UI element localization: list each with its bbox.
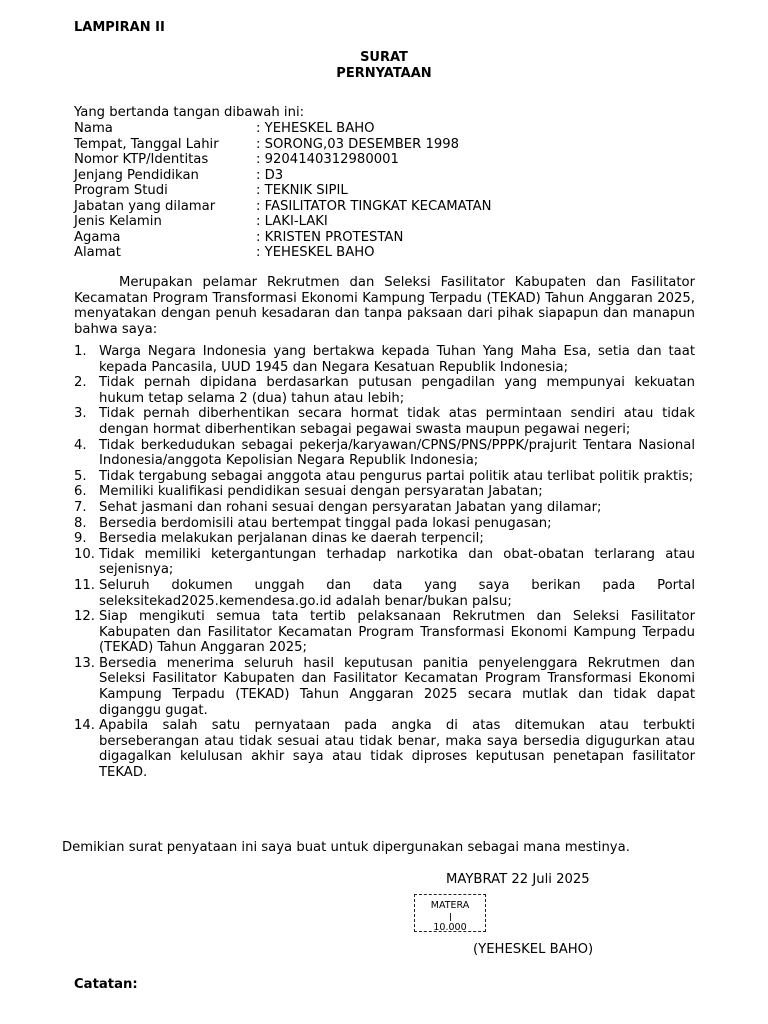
list-item: [74, 656, 695, 718]
list-item: [74, 484, 695, 500]
list-item: [74, 406, 695, 437]
item-number: 12.: [74, 609, 95, 625]
item-number: 9.: [74, 531, 87, 547]
field-value: : KRISTEN PROTESTAN: [256, 229, 404, 245]
item-number: 5.: [74, 468, 87, 484]
item-text: Tidak pernah dipidana berdasarkan putusan pengadilan yang mempunyai kekuatan hukum tetap selama 2 (dua) tahun atau lebih;: [99, 375, 695, 406]
attachment-label: LAMPIRAN II: [74, 20, 165, 35]
item-text: Tidak pernah diberhentikan secara hormat tidak atas permintaan sendiri atau tidak dengan hormat diberhentikan sebagai pegawai swasta maupun pegawai negeri;: [99, 406, 695, 437]
list-item: [74, 547, 695, 578]
field-row: [74, 137, 492, 153]
item-number: 7.: [74, 499, 87, 515]
field-value: : YEHESKEL BAHO: [256, 245, 375, 260]
field-row: [74, 168, 492, 184]
list-item: [74, 500, 695, 516]
field-label: Alamat: [74, 245, 121, 260]
note-label: Catatan:: [74, 977, 138, 992]
stamp-label: MATERA: [430, 900, 470, 911]
field-label: Agama: [74, 229, 121, 245]
identity-fields: [74, 121, 492, 261]
field-label: Tempat, Tanggal Lahir: [74, 136, 219, 152]
field-value: : TEKNIK SIPIL: [256, 183, 348, 198]
field-row: [74, 152, 492, 168]
field-label: Jenis Kelamin: [74, 214, 162, 229]
stamp-divider: [450, 913, 451, 921]
item-text: Memiliki kualifikasi pendidikan sesuai dengan persyaratan Jabatan;: [99, 484, 543, 500]
field-row: [74, 183, 492, 199]
list-item: [74, 578, 695, 609]
field-label: Nomor KTP/Identitas: [74, 152, 209, 167]
field-value: : 9204140312980001: [256, 152, 399, 167]
item-number: 4.: [74, 437, 87, 453]
field-value: : D3: [256, 167, 284, 183]
item-number: 2.: [74, 375, 87, 391]
item-number: 6.: [74, 484, 87, 500]
item-number: 3.: [74, 406, 87, 422]
list-item: [74, 344, 695, 375]
item-text: Tidak berkedudukan sebagai pekerja/karyawan/CPNS/PNS/PPPK/prajurit Tentara Nasional Indonesia/anggota Kepolisian Negara Republik Indonesia;: [99, 437, 695, 469]
item-number: 13.: [74, 655, 95, 671]
closing-text: Demikian surat penyataan ini saya buat untuk dipergunakan sebagai mana mestinya.: [62, 840, 630, 855]
field-label: Nama: [74, 121, 113, 136]
item-text: Sehat jasmani dan rohani sesuai dengan persyaratan Jabatan yang dilamar;: [99, 499, 602, 515]
statement-list: [74, 344, 695, 781]
item-text: Bersedia melakukan perjalanan dinas ke daerah terpencil;: [99, 531, 484, 547]
field-row: [74, 230, 492, 246]
document-subtitle: PERNYATAAN: [336, 66, 432, 81]
field-value: : YEHESKEL BAHO: [256, 121, 375, 136]
field-row: [74, 214, 492, 230]
item-number: 11.: [74, 577, 95, 593]
field-label: Jenjang Pendidikan: [74, 167, 199, 183]
signer-name: (YEHESKEL BAHO): [473, 942, 594, 957]
item-number: 14.: [74, 718, 95, 734]
list-item: [74, 469, 695, 485]
list-item: [74, 375, 695, 406]
item-text: Apabila salah satu pernyataan pada angka di atas ditemukan atau terbukti berseberangan atau tidak sesuai atau tidak benar, maka saya bersedia digugurkan atau digagalkan kelulusan akhir saya atau tidak diproses keputusan penetapan fasilitator TEKAD.: [99, 718, 695, 781]
intro-text: Yang bertanda tangan dibawah ini:: [74, 105, 305, 120]
duty-stamp-placeholder: [414, 894, 486, 932]
field-value: : LAKI-LAKI: [256, 214, 328, 229]
list-item: [74, 609, 695, 656]
list-item: [74, 531, 695, 547]
place-date: MAYBRAT 22 Juli 2025: [446, 872, 590, 887]
field-label: Program Studi: [74, 183, 168, 198]
stamp-value: 10.000: [433, 922, 467, 933]
item-text: Bersedia berdomisili atau bertempat tinggal pada lokasi penugasan;: [99, 515, 552, 531]
field-row: [74, 199, 492, 215]
item-text: Bersedia menerima seluruh hasil keputusan panitia penyelenggara Rekrutmen dan Seleksi Fasilitator Kabupaten dan Fasilitator Kecamatan Program Transformasi Ekonomi Kampung Terpadu (TEKAD) Tahun Anggaran 2025 secara mutlak dan tidak dapat diganggu gugat.: [99, 655, 695, 718]
item-text: Siap mengikuti semua tata tertib pelaksanaan Rekrutmen dan Seleksi Fasilitator Kabupaten dan Fasilitator Kecamatan Program Transformasi Ekonomi Kampung Terpadu (TEKAD) Tahun Anggaran 2025;: [99, 609, 695, 656]
item-number: 10.: [74, 546, 95, 562]
item-text: Tidak tergabung sebagai anggota atau pengurus partai politik atau terlibat politik praktis;: [99, 468, 694, 484]
list-item: [74, 516, 695, 532]
item-text: Warga Negara Indonesia yang bertakwa kepada Tuhan Yang Maha Esa, setia dan taat kepada Pancasila, UUD 1945 dan Negara Kesatuan Republik Indonesia;: [99, 344, 695, 375]
field-row: [74, 121, 492, 137]
item-text: Seluruh dokumen unggah dan data yang saya berikan pada Portal seleksitekad2025.kemendesa.go.id adalah benar/bukan palsu;: [99, 577, 695, 609]
list-item: [74, 718, 695, 780]
field-value: : FASILITATOR TINGKAT KECAMATAN: [256, 198, 492, 214]
field-label: Jabatan yang dilamar: [74, 198, 216, 214]
item-text: Tidak memiliki ketergantungan terhadap narkotika dan obat-obatan terlarang atau sejenisnya;: [99, 546, 695, 578]
list-item: [74, 438, 695, 469]
document-title: SURAT: [360, 50, 408, 65]
item-number: 8.: [74, 515, 87, 531]
field-row: [74, 245, 492, 261]
item-number: 1.: [74, 344, 87, 359]
field-value: : SORONG,03 DESEMBER 1998: [256, 136, 460, 152]
statement-paragraph: Merupakan pelamar Rekrutmen dan Seleksi Fasilitator Kabupaten dan Fasilitator Kecamatan Program Transformasi Ekonomi Kampung Terpadu (TEKAD) Tahun Anggaran 2025, menyatakan dengan penuh kesadaran dan tanpa paksaan dari pihak siapapun dan manapun bahwa saya:: [74, 275, 695, 337]
